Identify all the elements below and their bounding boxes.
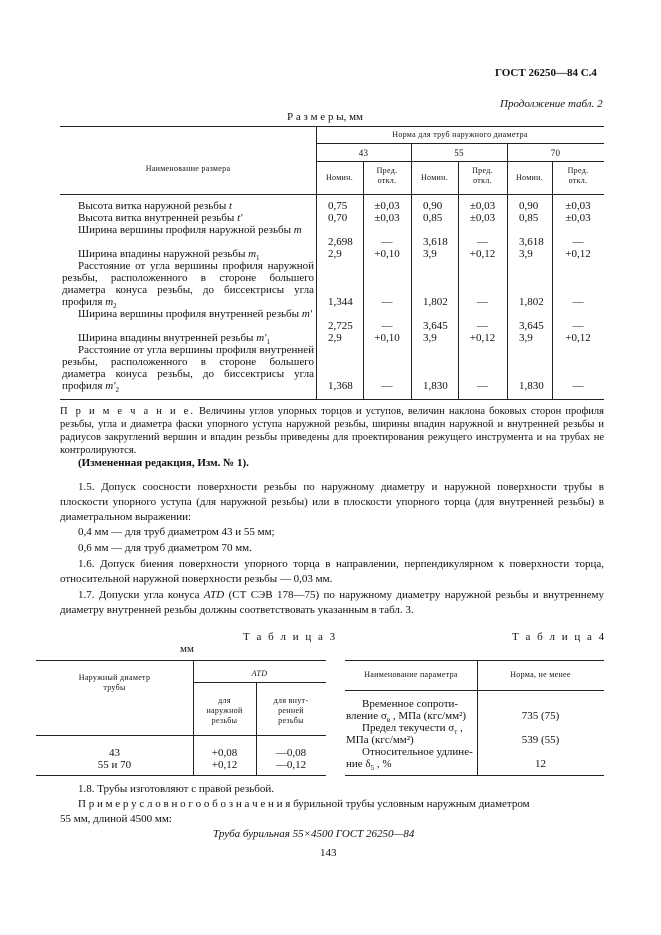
table-cell: 0,70 <box>328 212 348 224</box>
t4-r3a: Относительное удлине- <box>362 746 473 758</box>
diameter-55: 55 <box>454 148 464 158</box>
sub-pred-1: Пред. откл. <box>376 166 398 185</box>
paragraph-1-5: 1.5. Допуск соосности поверхности резьбы по наружному диаметру и наружной поверхности трубы в плоскости упорного уступа (для наружной резьбы) или в плоскости упорного торца (для внутренней резьбы) в диаметральном выражении: <box>60 481 604 523</box>
t4-r1a: Временное сопроти- <box>362 698 459 710</box>
table-cell: 1,830 <box>423 380 448 392</box>
table-cell: 0,90 <box>423 200 443 212</box>
designation: Труба бурильная 55×4500 ГОСТ 26250—84 <box>213 828 415 840</box>
table-row: Ширина впадины внутренней резьбы $m'_1$ <box>78 332 270 347</box>
table2-caption: Р а з м е р ы, мм <box>287 111 364 123</box>
table-cell: ±0,03 <box>565 200 591 212</box>
table-cell: 2,698 <box>328 236 353 248</box>
table-cell: 3,9 <box>519 248 533 260</box>
paragraph-1-5-a: 0,4 мм — для труб диаметром 43 и 55 мм; <box>78 526 275 538</box>
table-cell: 1,344 <box>328 296 353 308</box>
table-cell: +0,12 <box>565 248 591 260</box>
paragraph-1-5-b: 0,6 мм — для труб диаметром 70 мм. <box>78 542 252 554</box>
table-cell: 1,802 <box>519 296 544 308</box>
table-cell: 2,725 <box>328 320 353 332</box>
note-label: П р и м е ч а н и е. <box>60 406 195 417</box>
table-cell: ±0,03 <box>469 200 496 212</box>
table-cell: 0,90 <box>519 200 539 212</box>
table-cell: 2,9 <box>328 248 342 260</box>
sub-pred-3: Пред. откл. <box>567 166 589 185</box>
table-cell: — <box>381 320 393 332</box>
edition-note: (Измененная редакция, Изм. № 1). <box>78 457 249 469</box>
col-norm-header: Норма для труб наружного диаметра <box>392 130 528 139</box>
table-cell: +0,12 <box>469 332 496 344</box>
t3-a2: +0,12 <box>211 759 238 771</box>
page-number: 143 <box>320 847 337 859</box>
example-label: П р и м е р у с л о в н о г о о б о з н а ч е н и я <box>78 798 291 810</box>
diameter-70: 70 <box>550 148 561 158</box>
table-cell: — <box>381 296 393 308</box>
t3-a1: +0,08 <box>211 747 238 759</box>
t3-col-diameter: Наружный диаметр трубы <box>78 673 151 692</box>
table-cell: +0,10 <box>374 248 400 260</box>
t4-r1b: вление $\sigma_в$ , МПа (кгс/мм²) <box>346 710 467 725</box>
t3-col-outer: для наружной резьбы <box>206 696 243 725</box>
t4-r2a: Предел текучести $\sigma_т$ , <box>362 722 463 737</box>
diameter-43: 43 <box>358 148 369 158</box>
t4-r1v: 735 (75) <box>521 710 560 722</box>
table-cell: 1,830 <box>519 380 544 392</box>
gost-header: ГОСТ 26250—84 С.4 <box>495 67 597 79</box>
table-cell: — <box>477 296 488 308</box>
example-line: П р и м е р у с л о в н о г о о б о з н а ч е н и я бурильной трубы условным наружным диаметром <box>78 798 530 810</box>
t3-d2: 55 и 70 <box>97 759 132 771</box>
table-row: Ширина впадины наружной резьбы $m_1$ <box>78 248 260 263</box>
paragraph-1-7: 1.7. Допуски угла конуса ATD (СТ СЭВ 178—75) по наружному диаметру наружной резьбы и внутреннему диаметру внутренней резьбы должны соответствовать указанным в табл. 3. <box>60 589 604 616</box>
table-cell: — <box>477 320 488 332</box>
table-cell: 3,645 <box>423 320 448 332</box>
table3-unit: мм <box>180 643 194 655</box>
paragraph-1-8: 1.8. Трубы изготовляют с правой резьбой. <box>78 783 274 795</box>
table4-title: Т а б л и ц а 4 <box>512 631 607 643</box>
t3-b2: —0,12 <box>275 759 307 771</box>
sub-nom-2: Номин. <box>420 173 449 182</box>
table-cell: +0,12 <box>469 248 496 260</box>
t4-col-norm: Норма, не менее <box>510 670 571 679</box>
table-cell: +0,12 <box>565 332 591 344</box>
example-line-2: 55 мм, длиной 4500 мм: <box>60 813 172 825</box>
table-cell: 3,645 <box>519 320 544 332</box>
table-cell: — <box>477 236 488 248</box>
t3-col-atd: ATD <box>251 669 268 678</box>
table-cell: 2,9 <box>328 332 342 344</box>
paragraph-1-6: 1.6. Допуск биения поверхности упорного торца в направлении, перпендикулярном к поверхности торца, относительной наружной поверхности резьбы — 0,03 мм. <box>60 558 604 585</box>
table-cell: ±0,03 <box>374 200 400 212</box>
table-row: Высота витка внутренней резьбы t' <box>78 212 243 224</box>
table-cell: 0,85 <box>423 212 443 224</box>
table-cell: 0,85 <box>519 212 539 224</box>
table-cell: 3,618 <box>519 236 544 248</box>
table-row: Расстояние от угла вершины профиля наружной резьбы, расположенного в стороне большего диаметра конуса резьбы, до биссектрисы угла профиля $m_2$ <box>62 260 314 311</box>
table-cell: — <box>572 380 584 392</box>
sub-pred-2: Пред. откл. <box>472 166 493 185</box>
t4-col-param: Наименование параметра <box>364 670 458 679</box>
table-row: Ширина вершины профиля наружной резьбы m <box>78 224 302 236</box>
t4-r3b: ние $\delta_5$ , % <box>346 758 392 773</box>
table-cell: ±0,03 <box>374 212 400 224</box>
col-name-header: Наименование размера <box>145 164 231 173</box>
note-text: Величины углов упорных торцов и уступов, величин наклона боковых сторон профиля резьбы, угла и диаметра фаски упорного уступа наружной резьбы, ширины впадин наружной и внутренней резьбы и радиусов закруглений вершин и впадин резьбы приведены для проектирования режущего инструмента и на трубах не контролируются. <box>60 406 604 456</box>
t3-d1: 43 <box>109 747 120 759</box>
table-continuation: Продолжение табл. 2 <box>500 98 603 110</box>
table-row: Расстояние от угла вершины профиля внутренней резьбы, расположенного в стороне большего диаметра конуса резьбы, до биссектрисы угла профиля $m'_2$ <box>62 344 314 395</box>
table-cell: — <box>381 236 393 248</box>
table-cell: 3,9 <box>519 332 533 344</box>
table-cell: 3,9 <box>423 332 437 344</box>
table-cell: ±0,03 <box>469 212 496 224</box>
sub-nom-3: Номин. <box>515 173 544 182</box>
table-cell: — <box>572 296 584 308</box>
table-cell: 3,9 <box>423 248 437 260</box>
table-row: Ширина вершины профиля внутренней резьбы m' <box>78 308 313 320</box>
t3-b1: —0,08 <box>275 747 307 759</box>
sub-nom-1: Номин. <box>325 173 354 182</box>
table-cell: — <box>477 380 488 392</box>
t3-col-inner: для внут- ренней резьбы <box>273 696 309 725</box>
note <box>60 405 604 457</box>
t4-r3v: 12 <box>535 758 546 770</box>
table3-title: Т а б л и ц а 3 <box>243 631 338 643</box>
t4-r2d: МПа (кгс/мм²) <box>346 734 414 746</box>
table-row: Высота витка наружной резьбы t <box>78 200 233 212</box>
table-cell: — <box>572 236 584 248</box>
table-cell: — <box>572 320 584 332</box>
table-cell: 3,618 <box>423 236 448 248</box>
table-cell: ±0,03 <box>565 212 591 224</box>
table-cell: — <box>381 380 393 392</box>
table-cell: 1,368 <box>328 380 353 392</box>
table-cell: +0,10 <box>374 332 400 344</box>
t4-r2v: 539 (55) <box>521 734 560 746</box>
table-cell: 1,802 <box>423 296 448 308</box>
table-cell: 0,75 <box>328 200 348 212</box>
